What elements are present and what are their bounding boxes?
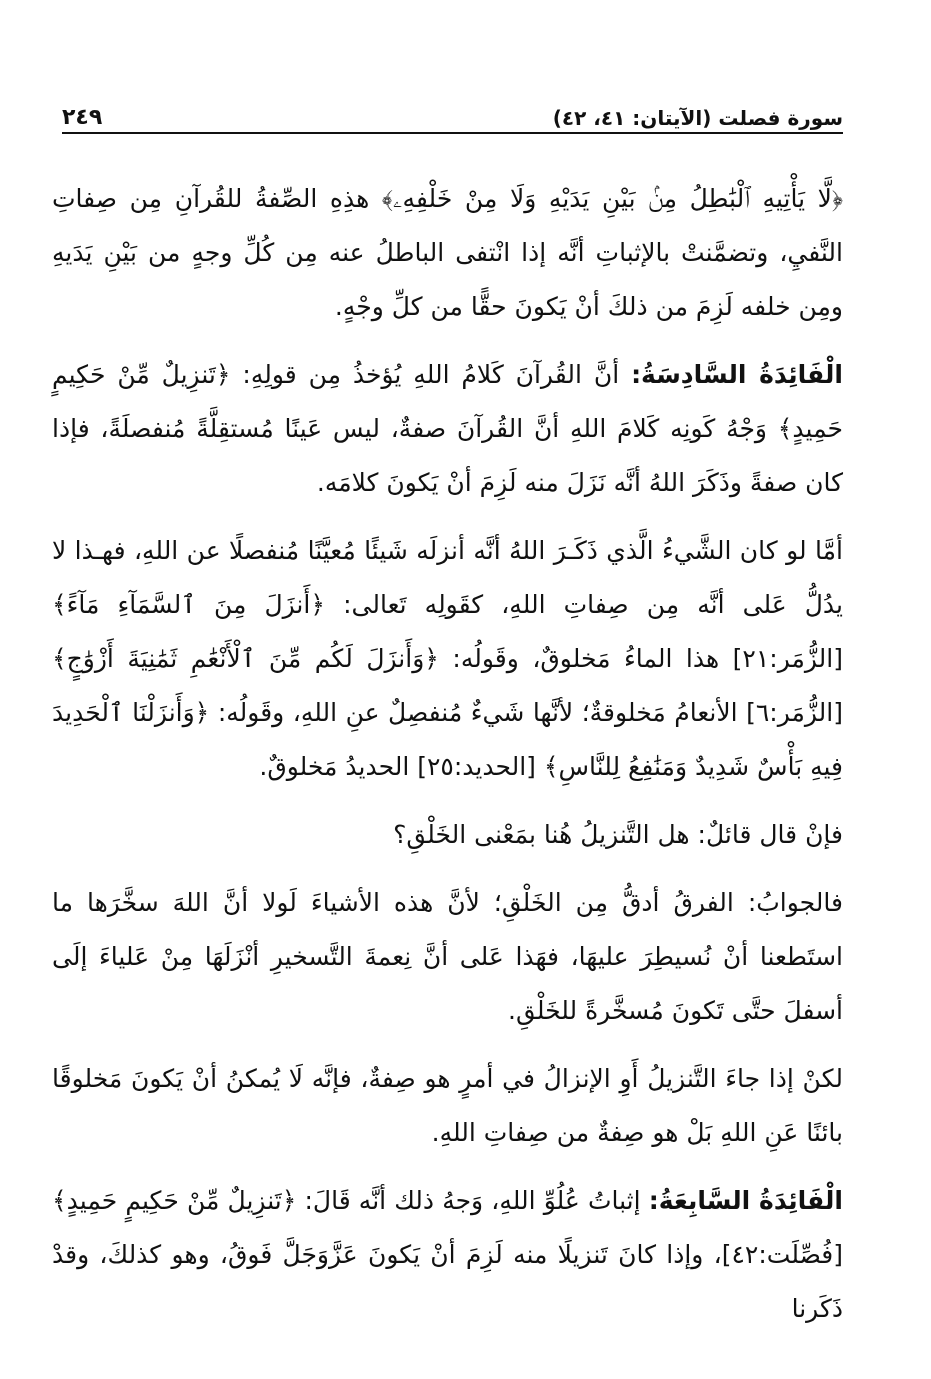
surah-title: سورة فصلت (الآيتان: ٤١، ٤٢)	[552, 106, 843, 130]
paragraph-3	[52, 524, 843, 794]
paragraph-text: أنَّ القُرآنَ كَلامُ اللهِ يُؤخذُ مِن قولِهِ: ﴿تَنزِيلٌ مِّنْ حَكِيمٍ حَمِيدٍ﴾ وَجْهُ كَونِه كَلامَ اللهِ أنَّ القُرآنَ صفةٌ، ليس عَينًا مُستقِلَّةً مُنفصلَةً، فإذا كان صفةً وذَكَرَ اللهُ أنَّه نَزَلَ منه لَزِمَ أنْ يَكونَ كلامَه.	[52, 360, 843, 497]
page-number: ٢٤٩	[62, 105, 103, 130]
paragraph-2	[52, 348, 843, 510]
paragraph-text: فإنْ قال قائلٌ: هل التَّنزيلُ هُنا بمَعْنى الخَلْقِ؟	[393, 820, 843, 849]
paragraph-1	[52, 172, 843, 334]
header-divider	[62, 132, 843, 134]
paragraph-6	[52, 1052, 843, 1160]
benefit-heading: الْفَائِدَةُ السَّابِعَةُ:	[648, 1186, 843, 1215]
paragraph-5	[52, 876, 843, 1038]
paragraph-text: ﴿لَّا يَأْتِيهِ ٱلْبَٰطِلُ مِنۢ بَيْنِ يَدَيْهِ وَلَا مِنْ خَلْفِهِۦ﴾ هذِهِ الصِّفةُ للقُرآنِ مِن صِفاتِ النَّفيِ، وتضمَّنتْ بالإثباتِ أنَّه إذا انْتفى الباطلُ عنه مِن كُلِّ وجهٍ من بَيْنِ يَدَيهِ ومِن خلفه لَزِمَ من ذلكَ أنْ يَكونَ حقًّا من كلِّ وجْهٍ.	[52, 184, 843, 321]
benefit-heading: الْفَائِدَةُ السَّادِسَةُ:	[631, 360, 844, 389]
page-header	[62, 96, 843, 130]
paragraph-4	[52, 808, 843, 862]
paragraph-text: فالجوابُ: الفرقُ أدقُّ مِن الخَلْقِ؛ لأنَّ هذه الأشياءَ لَولا أنَّ اللهَ سخَّرَها ما استَطعنا أنْ نُسيطِرَ عليهَا، فهَذا عَلى أنَّ نِعمةَ التَّسخيرِ أنْزَلَهَا مِنْ عَلياءَ إلَى أسفلَ حتَّى تَكونَ مُسخَّرةً للخَلْقِ.	[52, 888, 843, 1025]
paragraph-7	[52, 1174, 843, 1336]
paragraph-text: إثباتُ عُلُوِّ اللهِ، وَجهُ ذلك أنَّه قَالَ: ﴿تَنزِيلٌ مِّنْ حَكِيمٍ حَمِيدٍ﴾ [فُصِّلَت:٤٢]، وإذا كانَ تَنزيلًا منه لَزِمَ أنْ يَكونَ عَزَّوَجَلَّ فَوقُ، وهو كذلكَ، وقدْ ذَكَرنا	[52, 1186, 843, 1323]
paragraph-text: أمَّا لو كان الشَّيءُ الَّذي ذَكَـرَ اللهُ أنَّه أنزلَه شَيئًا مُعيَّنًا مُنفصلًا عن اللهِ، فهـذا لا يدُلُّ عَلى أنَّه مِن صِفاتِ اللهِ، كقَولِه تَعالى: ﴿أَنزَلَ مِنَ ٱلسَّمَآءِ مَآءً﴾ [الزُّمَر:٢١] هذا الماءُ مَخلوقٌ، وقَولُه: ﴿وَأَنزَلَ لَكُم مِّنَ ٱلْأَنْعَٰمِ ثَمَٰنِيَةَ أَزْوَٰجٍ﴾ [الزُّمَر:٦] الأنعامُ مَخلوقةٌ؛ لأنَّها شَيءٌ مُنفصِلٌ عنِ اللهِ، وقَولُه: ﴿وَأَنزَلْنَا ٱلْحَدِيدَ فِيهِ بَأْسٌ شَدِيدٌ وَمَنَٰفِعُ لِلنَّاسِ﴾ [الحديد:٢٥] الحديدُ مَخلوقٌ.	[52, 536, 843, 781]
paragraph-text: لكنْ إذا جاءَ التَّنزيلُ أَوِ الإنزالُ في أمرٍ هو صِفةٌ، فإنَّه لَا يُمكنُ أنْ يَكونَ مَخلوقًا بائنًا عَنِ اللهِ بَلْ هو صِفةٌ من صِفاتِ اللهِ.	[52, 1064, 843, 1147]
page-body	[52, 172, 843, 1350]
